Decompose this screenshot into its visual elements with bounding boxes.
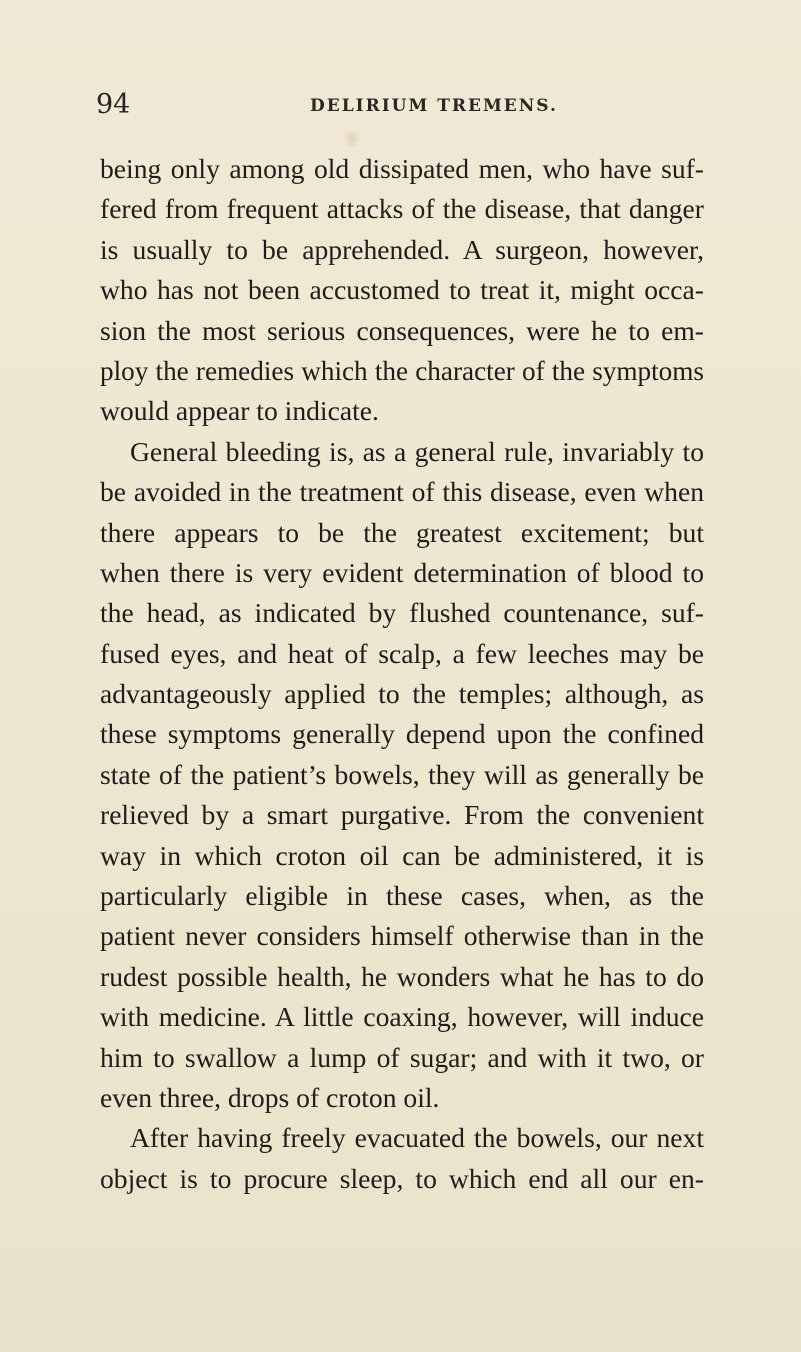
text-line: the head, as indicated by flushed countenance, suf- bbox=[100, 597, 704, 629]
text-line: being only among old dissipated men, who have suf- bbox=[100, 153, 704, 184]
text-line: relieved by a smart purgative. From the convenient bbox=[100, 799, 704, 831]
text-line: ploy the remedies which the character of the symptoms bbox=[100, 355, 704, 386]
page-header bbox=[96, 90, 700, 124]
text-line: object is to procure sleep, to which end all our en- bbox=[100, 1162, 704, 1194]
text-line: way in which croton oil can be administered, it is bbox=[100, 839, 704, 871]
text-line: fered from frequent attacks of the disease, that danger bbox=[100, 193, 704, 225]
text-line: even three, drops of croton oil. bbox=[100, 1081, 440, 1113]
text-line: sion the most serious consequences, were he to em- bbox=[100, 314, 704, 346]
text-line: who has not been accustomed to treat it, might occa- bbox=[100, 274, 704, 306]
text-line: these symptoms generally depend upon the confined bbox=[100, 718, 704, 750]
text-line: there appears to be the greatest excitement; but bbox=[100, 516, 704, 548]
text-line: would appear to indicate. bbox=[100, 395, 379, 427]
text-line: fused eyes, and heat of scalp, a few leeches may be bbox=[100, 637, 704, 669]
text-line: particularly eligible in these cases, when, as the bbox=[100, 880, 704, 912]
text-line: rudest possible health, he wonders what he has to do bbox=[100, 960, 704, 992]
body-text bbox=[100, 149, 704, 1199]
text-line: be avoided in the treatment of this disease, even when bbox=[100, 476, 704, 508]
paper-stain bbox=[344, 128, 360, 150]
text-line: is usually to be apprehended. A surgeon, however, bbox=[100, 233, 704, 265]
text-line: when there is very evident determination of blood to bbox=[100, 556, 704, 588]
text-line: advantageously applied to the temples; although, as bbox=[100, 678, 704, 710]
text-line: After having freely evacuated the bowels, our next bbox=[130, 1122, 704, 1154]
text-line: him to swallow a lump of sugar; and with it two, or bbox=[100, 1041, 704, 1073]
page-number: 94 bbox=[96, 89, 131, 120]
text-line: with medicine. A little coaxing, however, will induce bbox=[100, 1001, 704, 1033]
text-line: General bleeding is, as a general rule, invariably to bbox=[130, 435, 704, 467]
text-line: state of the patient’s bowels, they will as generally be bbox=[100, 758, 704, 790]
running-head: DELIRIUM TREMENS. bbox=[310, 96, 558, 116]
text-line: patient never considers himself otherwise than in the bbox=[100, 920, 704, 952]
